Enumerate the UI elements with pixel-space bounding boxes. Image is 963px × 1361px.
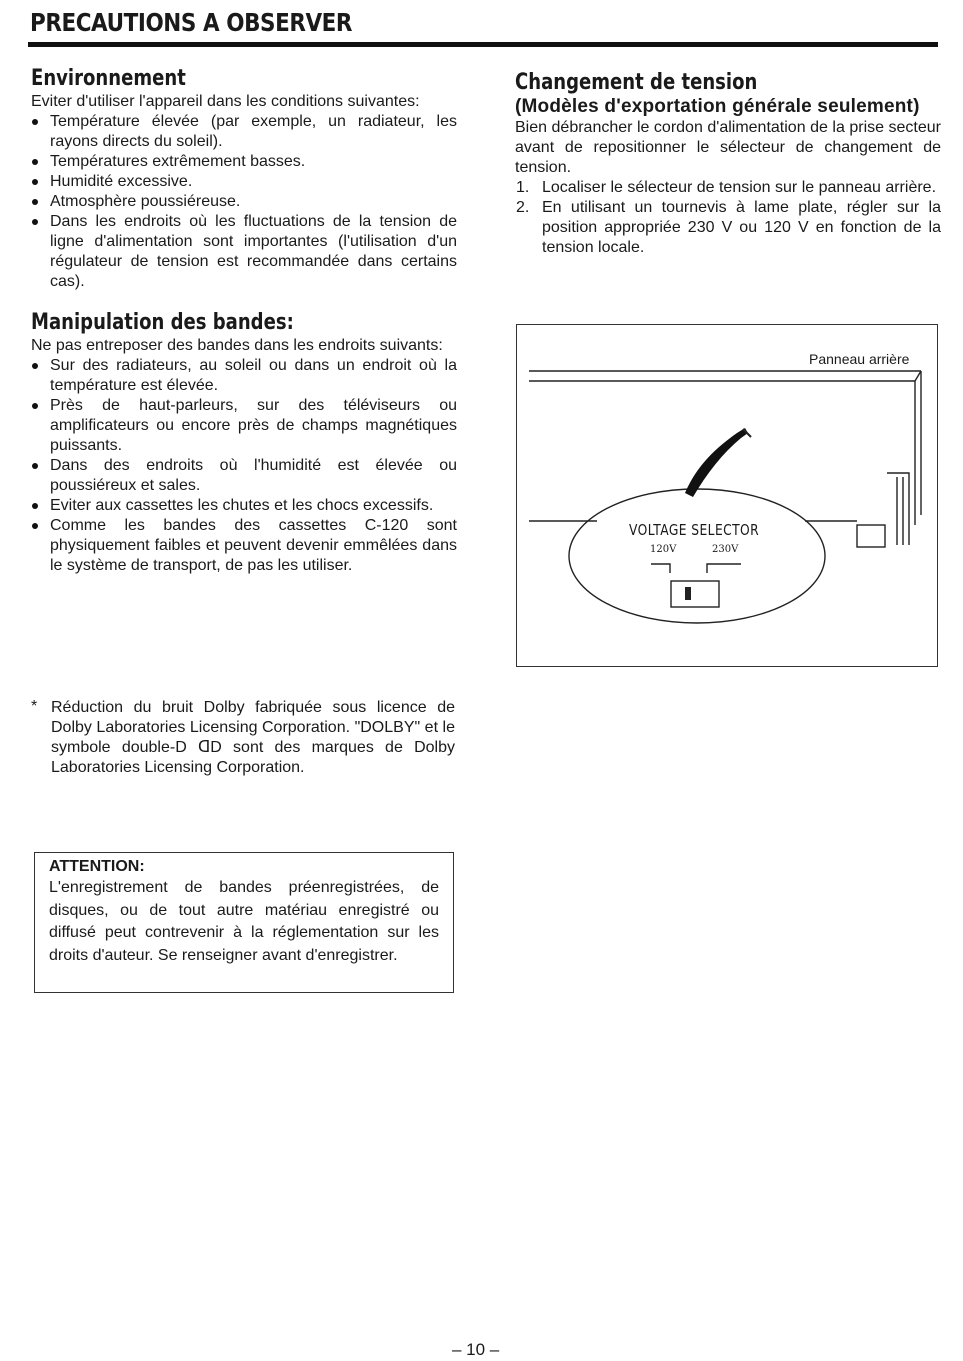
list-item: Eviter aux cassettes les chutes et les chocs excessifs. <box>31 496 457 516</box>
list-item: Températures extrêmement basses. <box>31 152 457 172</box>
list-item: Température élevée (par exemple, un radiateur, les rayons directs du soleil). <box>31 112 457 152</box>
footnote-star: * <box>31 698 38 715</box>
list-item: Comme les bandes des cassettes C-120 sont physiquement faibles et peuvent devenir emmêlées dans le système de transport, de pas les utiliser. <box>31 516 457 576</box>
list-item: 2. En utilisant un tournevis à lame plate, régler sur la position appropriée 230 V ou 120 V en fonction de la tension locale. <box>516 199 941 256</box>
rear-panel-illustration <box>517 325 939 668</box>
list-item: 1. Localiser le sélecteur de tension sur le panneau arrière. <box>516 179 937 196</box>
voltage-120-label: 120V <box>650 544 677 555</box>
environment-heading: Environnement <box>31 66 186 91</box>
panel-label: Panneau arrière <box>809 351 910 367</box>
page-title: PRECAUTIONS A OBSERVER <box>30 8 353 37</box>
rear-panel-diagram <box>516 324 938 667</box>
attention-title: ATTENTION: <box>49 858 145 875</box>
voltage-heading: Changement de tension <box>515 70 758 95</box>
environment-intro: Eviter d'utiliser l'appareil dans les conditions suivantes: <box>31 93 420 110</box>
attention-box <box>34 852 454 993</box>
tapes-list <box>31 356 457 576</box>
right-column <box>515 70 941 258</box>
voltage-selector-label: VOLTAGE SELECTOR <box>629 521 760 539</box>
list-item: Atmosphère poussiéreuse. <box>31 192 457 212</box>
tapes-heading: Manipulation des bandes: <box>31 310 294 335</box>
title-rule <box>28 42 938 47</box>
list-item: Humidité excessive. <box>31 172 457 192</box>
dolby-note <box>31 698 455 778</box>
list-item: Dans les endroits où les fluctuations de la tension de ligne d'alimentation sont importantes (l'utilisation d'un régulateur de tension est recommandée dans certains cas). <box>31 212 457 292</box>
voltage-intro: Bien débrancher le cordon d'alimentation de la prise secteur avant de repositionner le sélecteur de changement de tension. <box>515 119 941 176</box>
attention-body: L'enregistrement de bandes préenregistrées, de disques, ou de tout autre matériau enregistré ou diffusé peut contrevenir à la réglementation sur les droits d'auteur. Se renseigner avant d'enregistrer. <box>49 879 439 964</box>
tapes-intro: Ne pas entreposer des bandes dans les endroits suivants: <box>31 337 443 354</box>
dolby-text: Réduction du bruit Dolby fabriquée sous licence de Dolby Laboratories Licensing Corporation. "DOLBY" et le symbole double-D ᗡD sont des marques de Dolby Laboratories Licensing Corporation. <box>51 699 455 776</box>
voltage-subheading: (Modèles d'exportation générale seulement) <box>515 96 920 117</box>
list-item: Près de haut-parleurs, sur des téléviseurs ou amplificateurs ou encore près de champs magnétiques puissants. <box>31 396 457 456</box>
list-item: Sur des radiateurs, au soleil ou dans un endroit où la température est élevée. <box>31 356 457 396</box>
environment-list <box>31 112 457 292</box>
left-column <box>31 66 457 576</box>
voltage-230-label: 230V <box>712 544 739 555</box>
page-number: – 10 – <box>452 1340 500 1359</box>
list-item: Dans des endroits où l'humidité est élevée ou poussiéreux et sales. <box>31 456 457 496</box>
voltage-steps <box>515 178 941 258</box>
